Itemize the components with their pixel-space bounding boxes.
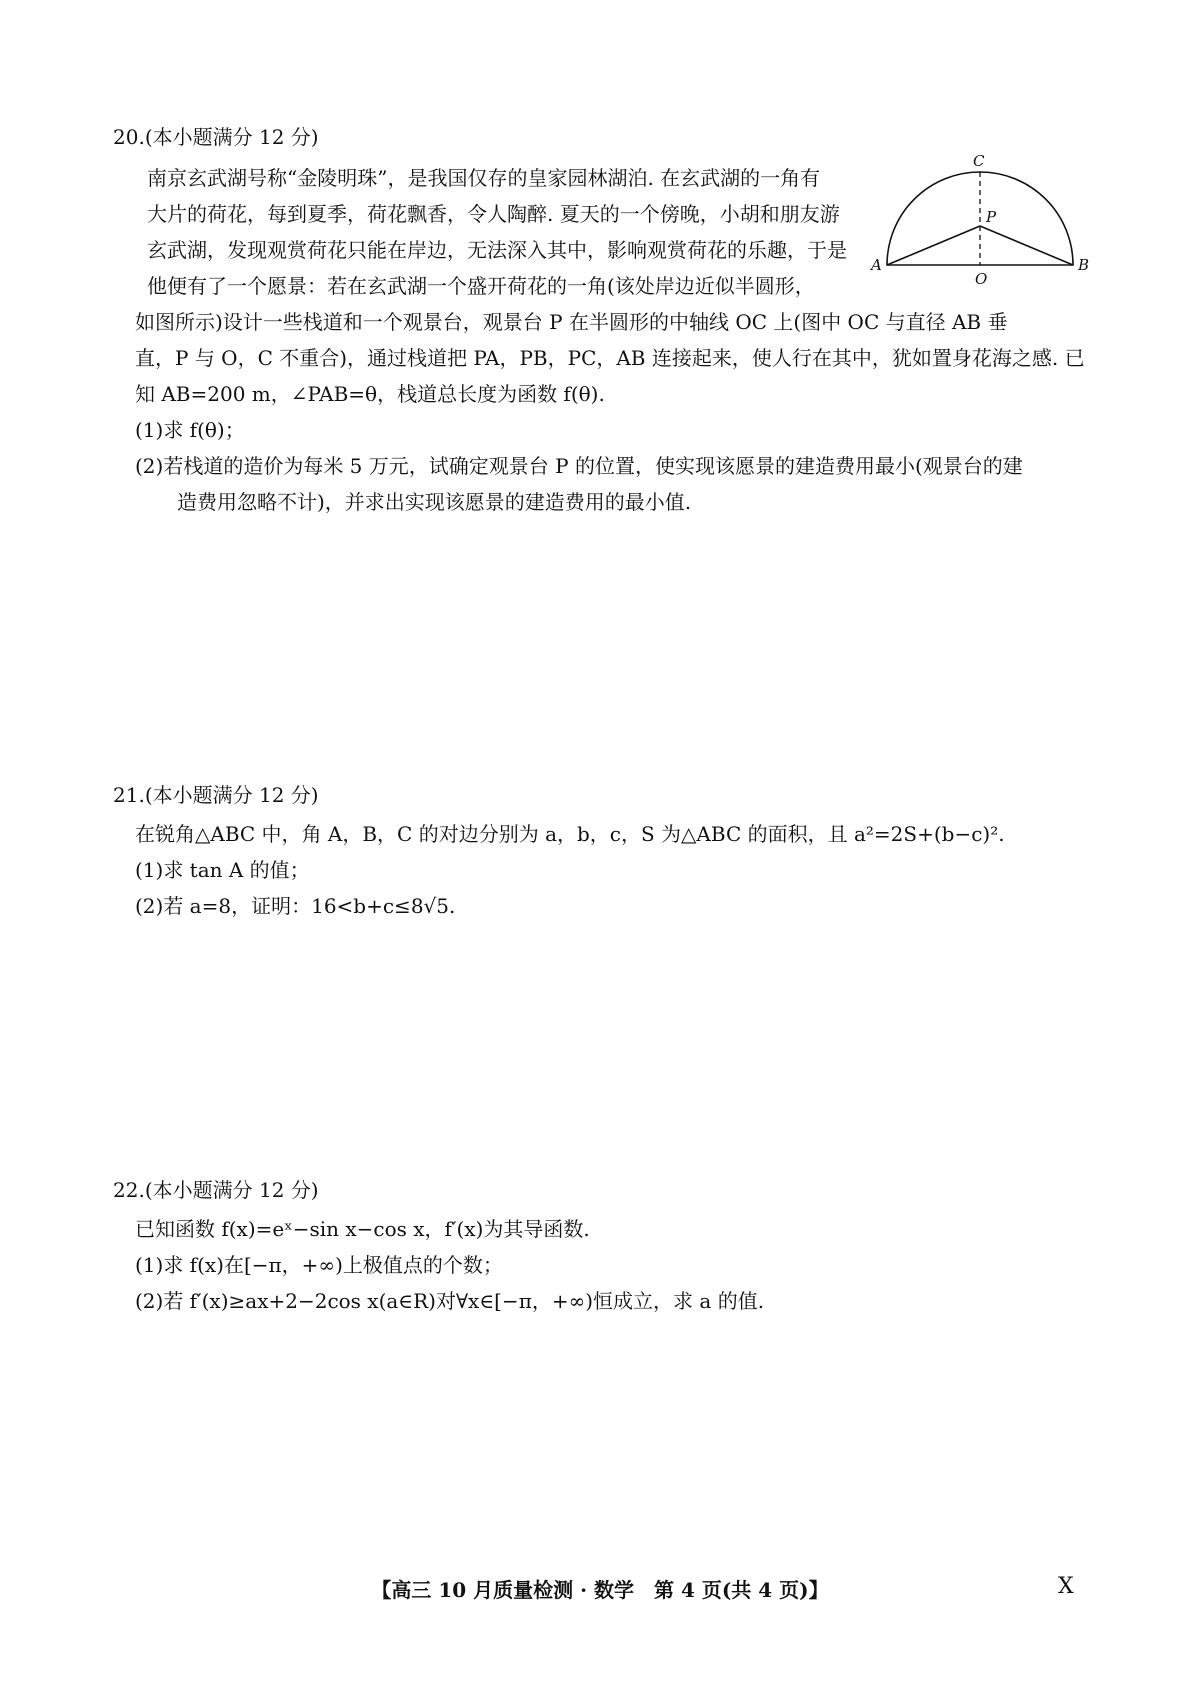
question-22-stem: 已知函数 f(x)=eˣ−sin x−cos x，f′(x)为其导函数. bbox=[135, 1217, 590, 1241]
question-20-line-5: 如图所示)设计一些栈道和一个观景台，观景台 P 在半圆形的中轴线 OC 上(图中 OC 与直径 AB 垂 bbox=[135, 310, 1008, 334]
segment-pa bbox=[887, 226, 980, 265]
question-score: (本小题满分 12 分) bbox=[144, 125, 319, 149]
question-22 bbox=[113, 1175, 1098, 1319]
question-20-part-1: (1)求 f(θ)； bbox=[135, 418, 245, 442]
question-21-part-2: (2)若 a=8，证明：16<b+c≤8√5. bbox=[135, 894, 456, 918]
page-footer: 【高三 10 月质量检测 · 数学 第 4 页(共 4 页)】 bbox=[371, 1578, 829, 1602]
question-20-line-1: 南京玄武湖号称“金陵明珠”，是我国仅存的皇家园林湖泊. 在玄武湖的一角有 bbox=[147, 166, 821, 190]
segment-pb bbox=[980, 226, 1073, 265]
question-20-part-2: (2)若栈道的造价为每米 5 万元，试确定观景台 P 的位置，使实现该愿景的建造费用最小(观景台的建 bbox=[135, 454, 1023, 478]
label-a: A bbox=[871, 256, 882, 274]
question-number: 22. bbox=[113, 1178, 145, 1202]
question-22-header bbox=[113, 1175, 1098, 1205]
question-20-line-4: 他便有了一个愿景：若在玄武湖一个盛开荷花的一角(该处岸边近似半圆形， bbox=[147, 274, 815, 298]
question-22-part-1: (1)求 f(x)在[−π，+∞)上极值点的个数； bbox=[135, 1253, 503, 1277]
question-20-line-3: 玄武湖，发现观赏荷花只能在岸边，无法深入其中，影响观赏荷花的乐趣，于是 bbox=[147, 238, 847, 262]
label-c: C bbox=[973, 152, 985, 170]
question-number: 21. bbox=[113, 783, 145, 807]
question-score: (本小题满分 12 分) bbox=[144, 1178, 319, 1202]
label-p: P bbox=[986, 208, 997, 226]
question-number: 20. bbox=[113, 125, 145, 149]
question-20-line-2: 大片的荷花，每到夏季，荷花飘香，令人陶醉. 夏天的一个傍晚，小胡和朋友游 bbox=[147, 202, 840, 226]
question-20-line-7: 知 AB=200 m，∠PAB=θ，栈道总长度为函数 f(θ). bbox=[135, 382, 605, 406]
question-21-header bbox=[113, 780, 1098, 810]
question-21 bbox=[113, 780, 1098, 924]
question-20-part-2-continued: 造费用忽略不计)，并求出实现该愿景的建造费用的最小值. bbox=[177, 490, 692, 514]
question-20-line-6: 直，P 与 O，C 不重合)，通过栈道把 PA，PB，PC，AB 连接起来，使人行在其中，犹如置身花海之感. 已 bbox=[135, 346, 1085, 370]
question-21-stem: 在锐角△ABC 中，角 A，B，C 的对边分别为 a，b，c，S 为△ABC 的面积，且 a²=2S+(b−c)². bbox=[135, 822, 1005, 846]
paper-version-mark: X bbox=[1058, 1574, 1074, 1599]
semicircle-figure bbox=[865, 150, 1095, 290]
label-b: B bbox=[1078, 256, 1090, 274]
label-o: O bbox=[975, 270, 988, 288]
question-22-part-2: (2)若 f′(x)≥ax+2−2cos x(a∈R)对∀x∈[−π，+∞)恒成立，求 a 的值. bbox=[135, 1289, 765, 1313]
question-20-header bbox=[113, 122, 1098, 152]
question-score: (本小题满分 12 分) bbox=[144, 783, 319, 807]
question-21-part-1: (1)求 tan A 的值； bbox=[135, 858, 310, 882]
